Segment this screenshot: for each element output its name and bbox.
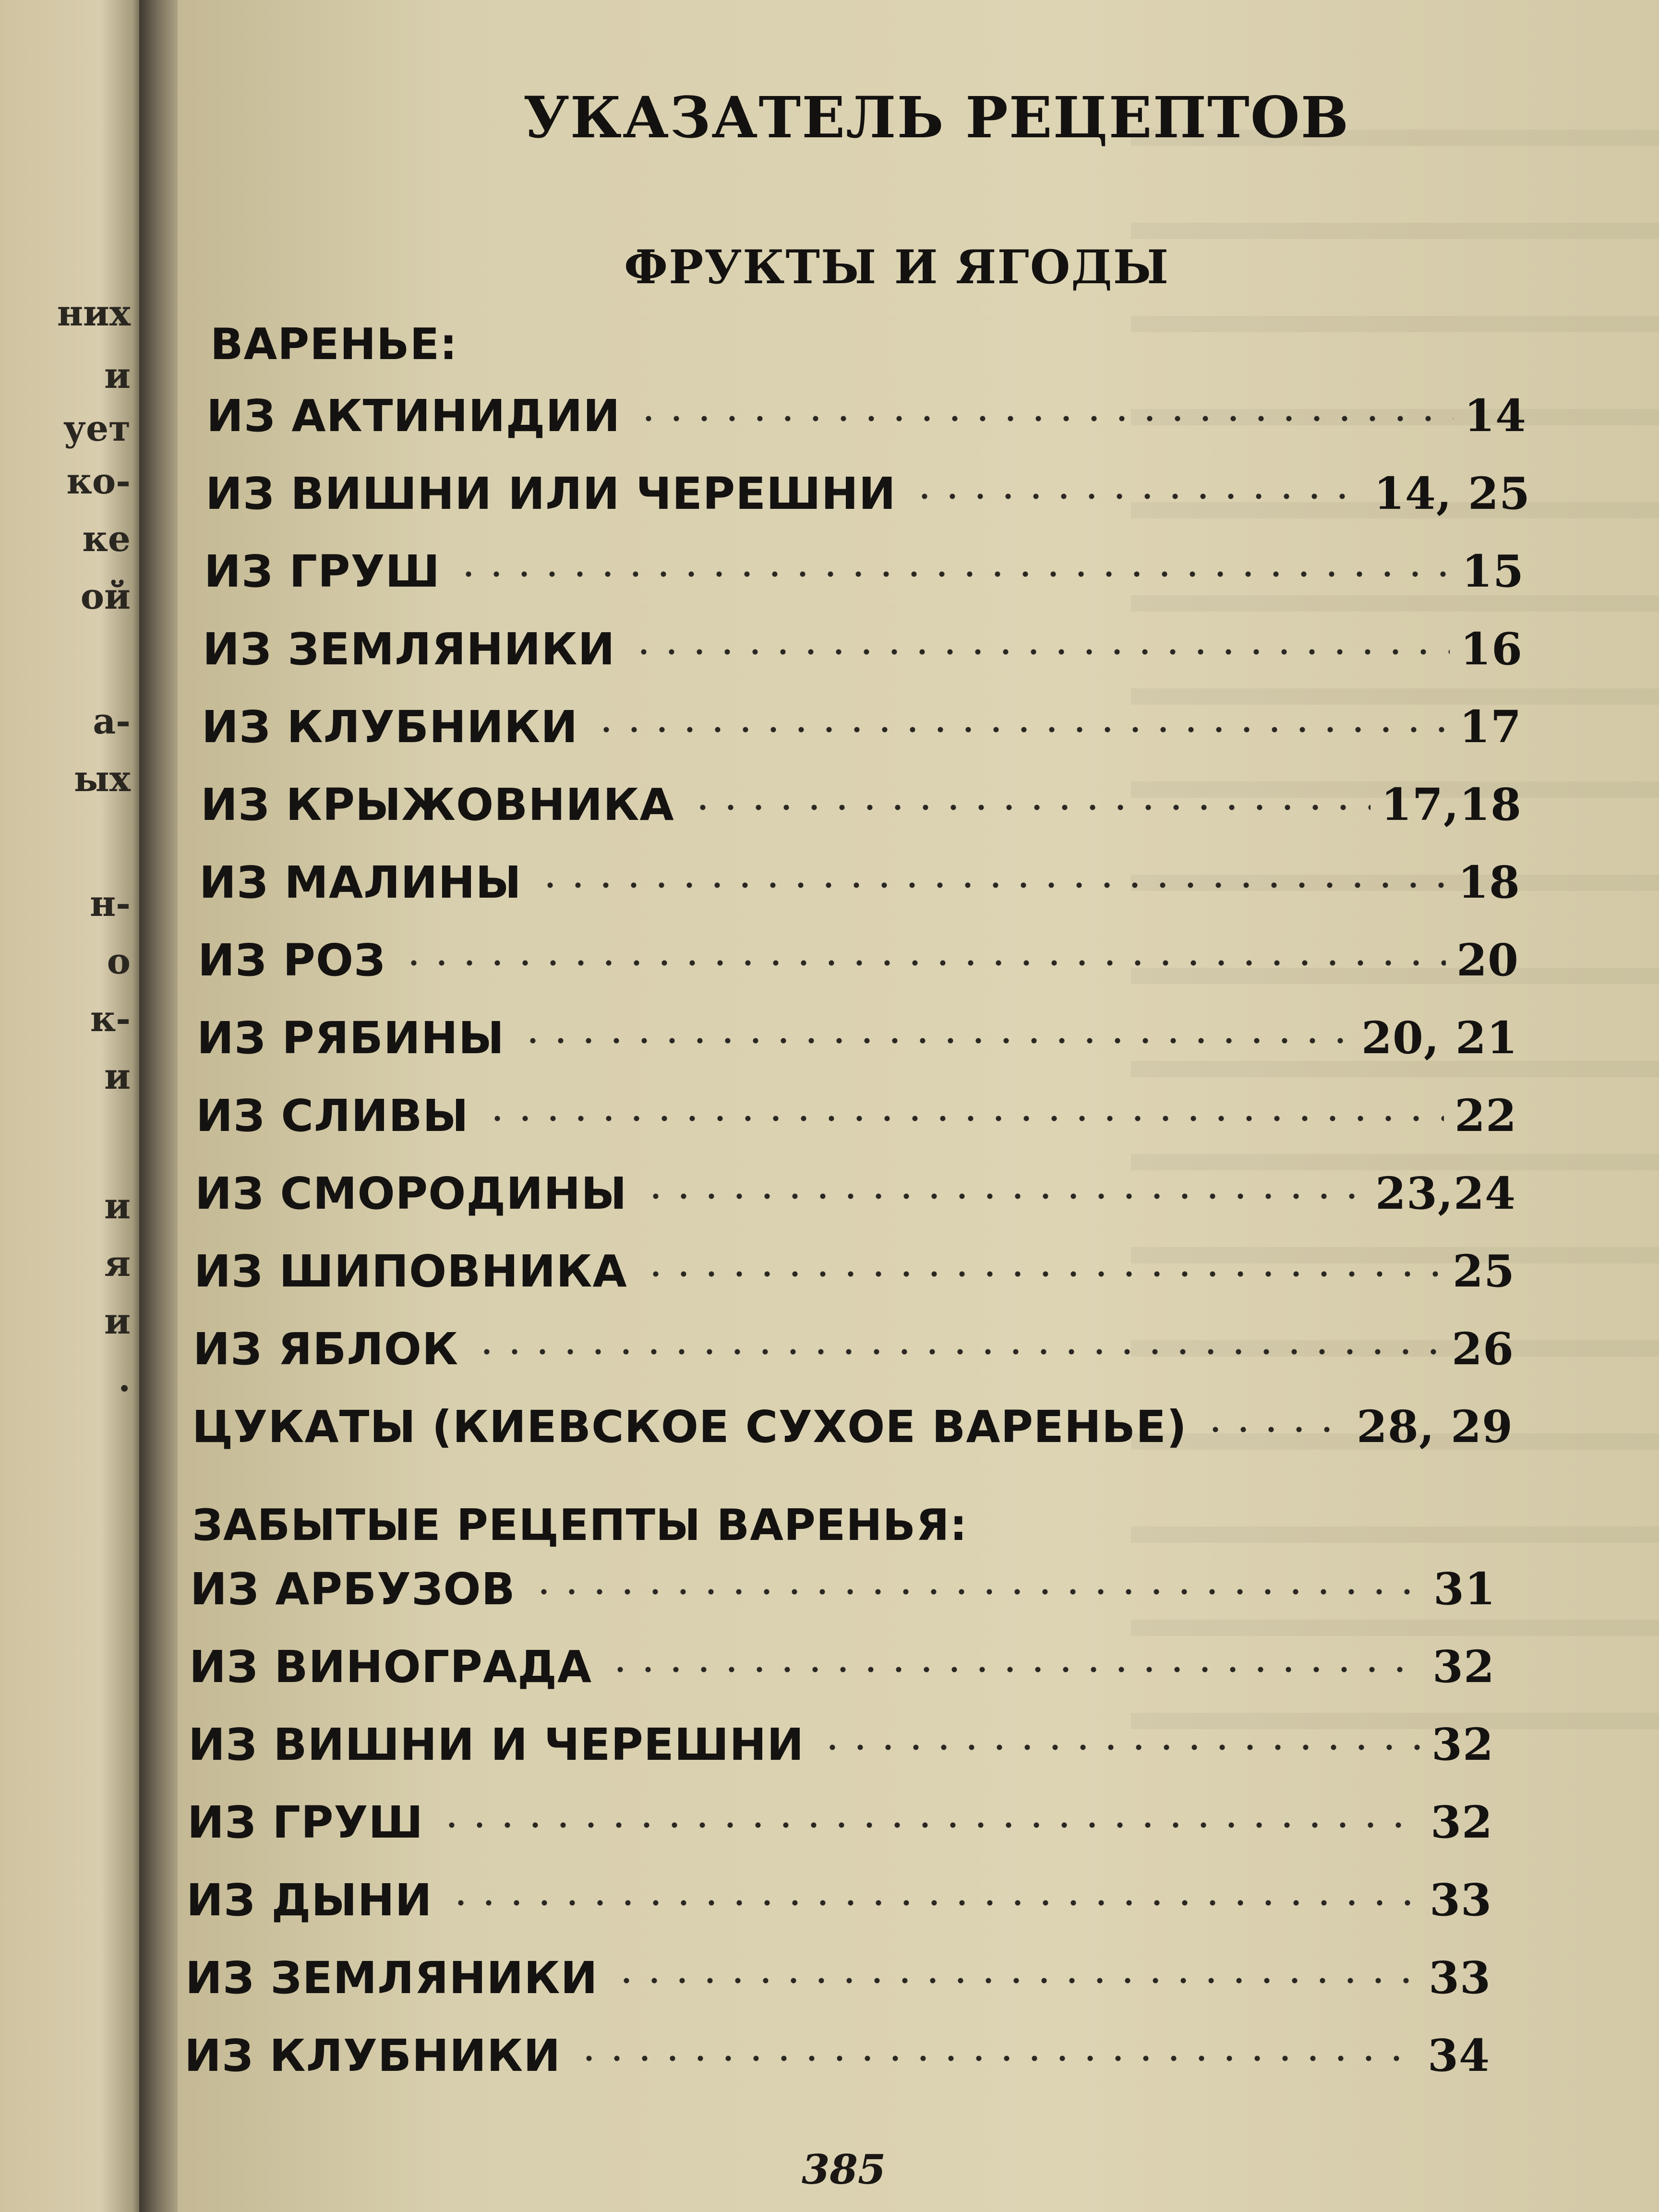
index-entry xyxy=(199,851,1520,908)
leader-dots xyxy=(642,1260,1442,1288)
index-entry xyxy=(194,1239,1515,1297)
entry-page-number: 26 xyxy=(1451,1323,1514,1375)
index-entry xyxy=(184,2024,1490,2081)
previous-page-fragment: к- xyxy=(90,998,131,1040)
previous-page-edge xyxy=(0,0,144,2212)
leader-dots xyxy=(575,2044,1417,2073)
entry-name: ИЗ ГРУШ xyxy=(187,1797,424,1848)
previous-page-fragment: ует xyxy=(63,408,131,449)
entry-page-number: 20, 21 xyxy=(1361,1012,1518,1064)
previous-page-fragment: и xyxy=(104,355,131,397)
leader-dots xyxy=(818,1733,1421,1762)
previous-page-fragment: ке xyxy=(82,518,131,560)
entry-page-number: 17,18 xyxy=(1381,779,1522,830)
previous-page-fragment: . xyxy=(118,1358,131,1400)
entry-page-number: 15 xyxy=(1461,545,1524,597)
entry-page-number: 32 xyxy=(1432,1641,1495,1693)
leader-dots xyxy=(911,482,1363,511)
entry-page-number: 22 xyxy=(1454,1090,1517,1142)
page-number: 385 xyxy=(802,2146,886,2193)
leader-dots xyxy=(530,1577,1423,1606)
index-entry xyxy=(186,1868,1492,1926)
previous-page-fragment: и xyxy=(104,1301,131,1342)
previous-page-fragment: них xyxy=(57,293,131,334)
entry-page-number: 14 xyxy=(1464,390,1527,442)
leader-dots xyxy=(473,1337,1441,1366)
entry-name: ЦУКАТЫ (КИЕВСКОЕ СУХОЕ ВАРЕНЬЕ) xyxy=(192,1401,1187,1453)
entry-name: ИЗ ГРУШ xyxy=(204,546,441,597)
previous-page-fragment: н- xyxy=(90,883,131,925)
previous-page-fragment: и xyxy=(104,1056,131,1097)
entry-name: ИЗ КЛУБНИКИ xyxy=(184,2030,561,2081)
page-title: УКАЗАТЕЛЬ РЕЦЕПТОВ xyxy=(523,84,1350,151)
leader-dots xyxy=(483,1104,1444,1133)
leader-dots xyxy=(642,1182,1365,1211)
leader-dots xyxy=(592,715,1449,744)
previous-page-fragment: ко- xyxy=(66,461,131,502)
entry-name: ИЗ МАЛИНЫ xyxy=(199,857,522,908)
index-entry xyxy=(206,384,1527,442)
entry-page-number: 32 xyxy=(1431,1719,1494,1770)
index-entry xyxy=(198,928,1519,986)
entry-name: ИЗ ЗЕМЛЯНИКИ xyxy=(203,624,615,675)
entry-name: ИЗ КЛУБНИКИ xyxy=(202,701,578,753)
previous-page-fragment: ых xyxy=(73,758,131,800)
entry-page-number: 23,24 xyxy=(1375,1167,1516,1219)
index-entry xyxy=(192,1395,1513,1453)
index-page xyxy=(178,0,1659,2212)
entry-name: ИЗ ВИШНИ ИЛИ ЧЕРЕШНИ xyxy=(205,468,896,519)
index-entry xyxy=(193,1317,1514,1375)
entry-name: ИЗ КРЫЖОВНИКА xyxy=(201,779,674,830)
entry-page-number: 28, 29 xyxy=(1356,1401,1513,1453)
leader-dots xyxy=(689,793,1370,822)
index-entry xyxy=(204,540,1524,597)
leader-dots xyxy=(606,1655,1422,1684)
leader-dots xyxy=(455,560,1451,589)
previous-page-fragment: и xyxy=(104,1186,131,1227)
index-entry xyxy=(189,1635,1495,1693)
index-entry xyxy=(196,1084,1517,1142)
entry-name: ИЗ ЗЕМЛЯНИКИ xyxy=(185,1952,598,2004)
leader-dots xyxy=(1202,1415,1346,1444)
leader-dots xyxy=(536,871,1447,900)
index-entry xyxy=(188,1713,1494,1770)
entry-page-number: 34 xyxy=(1427,2030,1490,2081)
entry-page-number: 32 xyxy=(1430,1796,1493,1848)
category-heading: ВАРЕНЬЕ: xyxy=(210,319,458,370)
entry-page-number: 31 xyxy=(1433,1563,1496,1615)
category-heading: ЗАБЫТЫЕ РЕЦЕПТЫ ВАРЕНЬЯ: xyxy=(192,1500,968,1551)
entry-name: ИЗ ВИНОГРАДА xyxy=(189,1641,592,1693)
index-entry xyxy=(201,773,1522,830)
entry-name: ИЗ СМОРОДИНЫ xyxy=(195,1168,627,1219)
entry-name: ИЗ АРБУЗОВ xyxy=(190,1563,516,1615)
index-entry xyxy=(203,617,1523,675)
leader-dots xyxy=(400,949,1446,977)
book-gutter-shadow xyxy=(139,0,182,2212)
index-entry xyxy=(185,1946,1491,2004)
entry-name: ИЗ ЯБЛОК xyxy=(193,1323,459,1375)
leader-dots xyxy=(438,1811,1420,1839)
entry-name: ИЗ АКТИНИДИИ xyxy=(206,390,621,442)
entry-page-number: 16 xyxy=(1460,623,1523,675)
entry-page-number: 33 xyxy=(1428,1952,1491,2004)
index-entry xyxy=(197,1006,1518,1064)
previous-page-fragment: ой xyxy=(80,576,131,617)
index-entry xyxy=(205,462,1530,519)
entry-page-number: 14, 25 xyxy=(1373,468,1530,519)
index-entry xyxy=(190,1557,1496,1615)
entry-name: ИЗ РЯБИНЫ xyxy=(197,1012,505,1064)
index-entry xyxy=(187,1791,1493,1848)
previous-page-fragment: я xyxy=(104,1243,131,1285)
leader-dots xyxy=(630,637,1450,666)
entry-name: ИЗ РОЗ xyxy=(198,935,386,986)
previous-page-fragment: а- xyxy=(93,701,131,742)
index-entry xyxy=(195,1162,1516,1219)
leader-dots xyxy=(519,1026,1351,1055)
entry-name: ИЗ ДЫНИ xyxy=(186,1875,433,1926)
entry-page-number: 20 xyxy=(1456,934,1519,986)
entry-page-number: 17 xyxy=(1459,701,1522,753)
entry-name: ИЗ ВИШНИ И ЧЕРЕШНИ xyxy=(188,1719,805,1770)
leader-dots xyxy=(613,1966,1418,1995)
entry-name: ИЗ ШИПОВНИКА xyxy=(194,1246,627,1297)
leader-dots xyxy=(447,1888,1419,1917)
entry-page-number: 33 xyxy=(1429,1874,1492,1926)
index-entry xyxy=(202,695,1522,753)
previous-page-fragment: о xyxy=(107,941,131,982)
entry-page-number: 18 xyxy=(1457,856,1520,908)
section-title: ФРУКТЫ И ЯГОДЫ xyxy=(624,240,1170,294)
leader-dots xyxy=(635,404,1454,433)
entry-name: ИЗ СЛИВЫ xyxy=(196,1090,469,1142)
entry-page-number: 25 xyxy=(1452,1245,1515,1297)
